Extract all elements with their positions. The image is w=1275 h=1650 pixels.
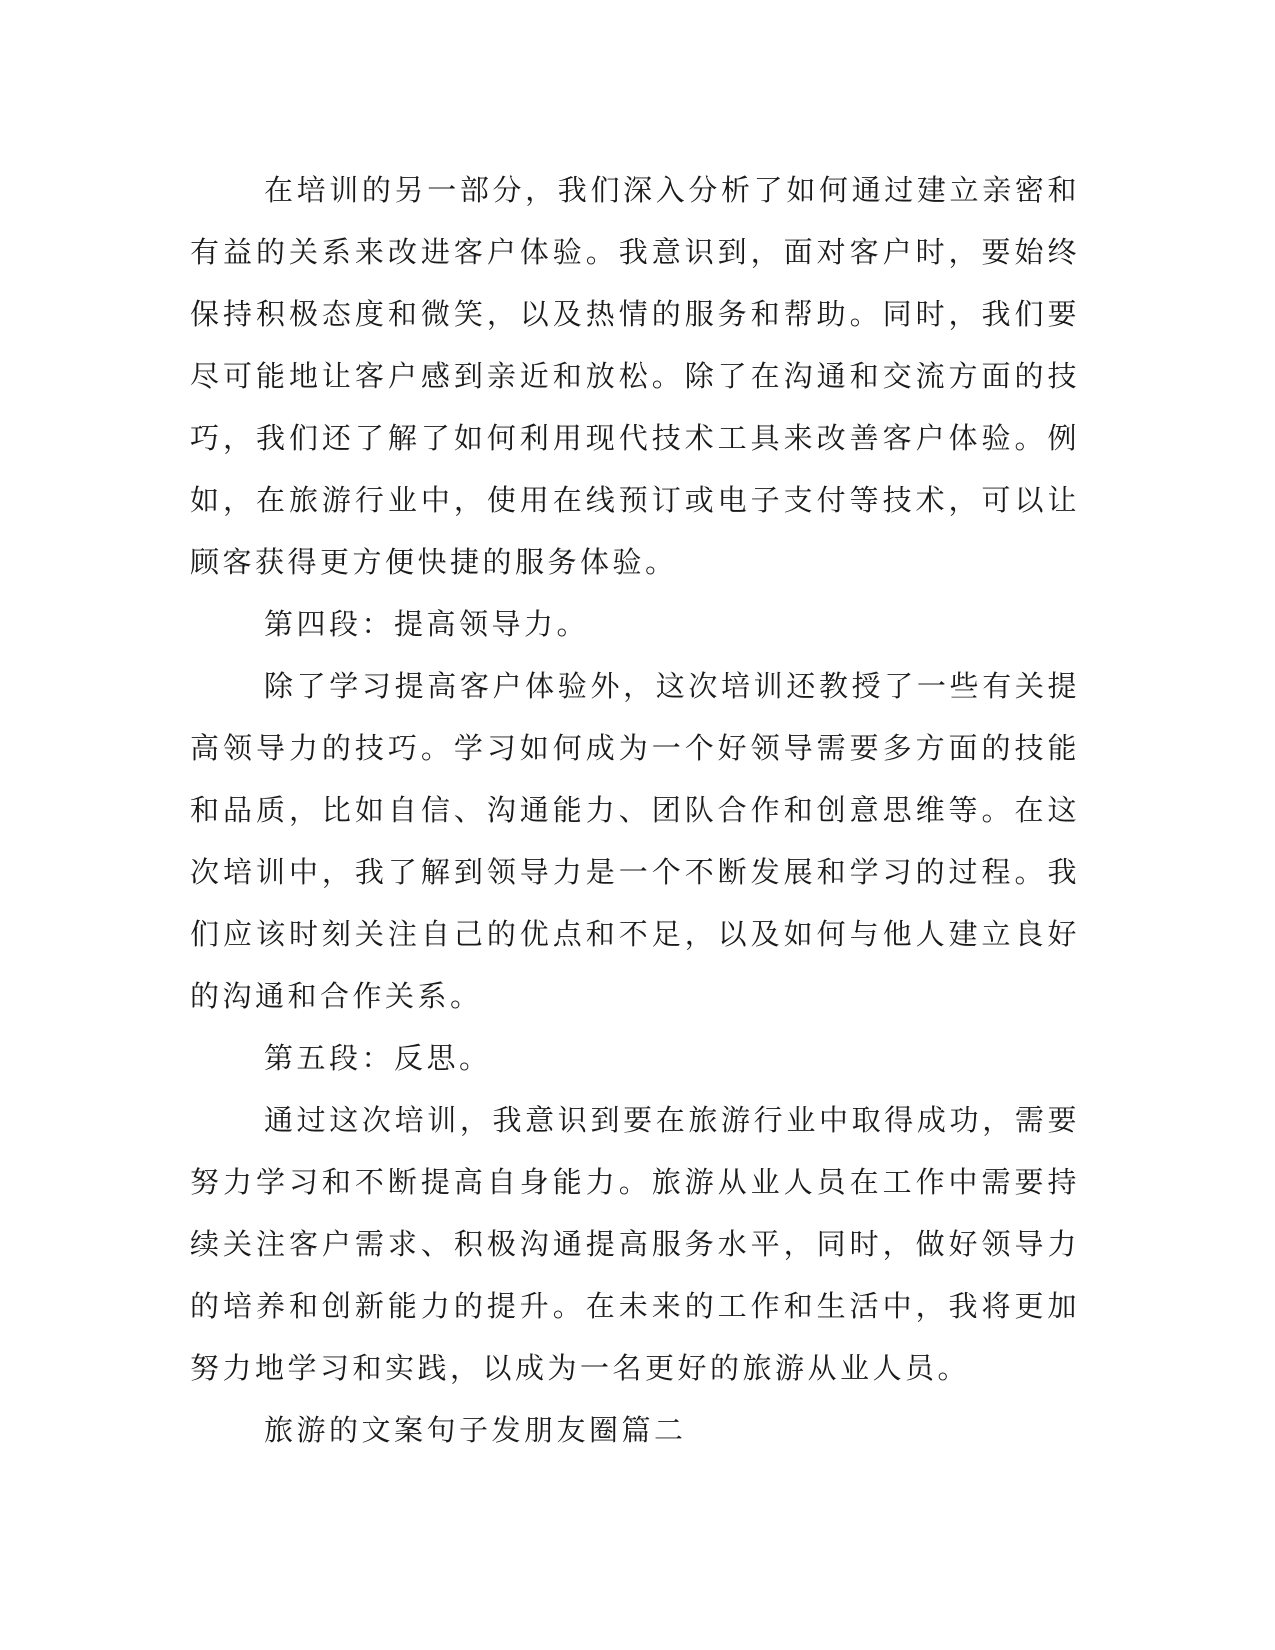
section-heading-leadership: 第四段：提高领导力。	[264, 607, 590, 641]
paragraph-reflection: 通过这次培训，我意识到要在旅游行业中取得成功，需要努力学习和不断提高自身能力。旅游从业人员在工作中需要持续关注客户需求、积极沟通提高服务水平，同时，做好领导力的培养和创新能力的提升。在未来的工作和生活中，我将更加努力地学习和实践，以成为一名更好的旅游从业人员。	[190, 1103, 1080, 1385]
article-heading-part-two: 旅游的文案句子发朋友圈篇二	[264, 1413, 687, 1447]
document-body	[190, 159, 1080, 1461]
paragraph-leadership: 除了学习提高客户体验外，这次培训还教授了一些有关提高领导力的技巧。学习如何成为一个好领导需要多方面的技能和品质，比如自信、沟通能力、团队合作和创意思维等。在这次培训中，我了解到领导力是一个不断发展和学习的过程。我们应该时刻关注自己的优点和不足，以及如何与他人建立良好的沟通和合作关系。	[190, 669, 1080, 1013]
section-heading-reflection: 第五段：反思。	[264, 1041, 492, 1075]
paragraph-customer-experience: 在培训的另一部分，我们深入分析了如何通过建立亲密和有益的关系来改进客户体验。我意识到，面对客户时，要始终保持积极态度和微笑，以及热情的服务和帮助。同时，我们要尽可能地让客户感到亲近和放松。除了在沟通和交流方面的技巧，我们还了解了如何利用现代技术工具来改善客户体验。例如，在旅游行业中，使用在线预订或电子支付等技术，可以让顾客获得更方便快捷的服务体验。	[190, 173, 1080, 579]
